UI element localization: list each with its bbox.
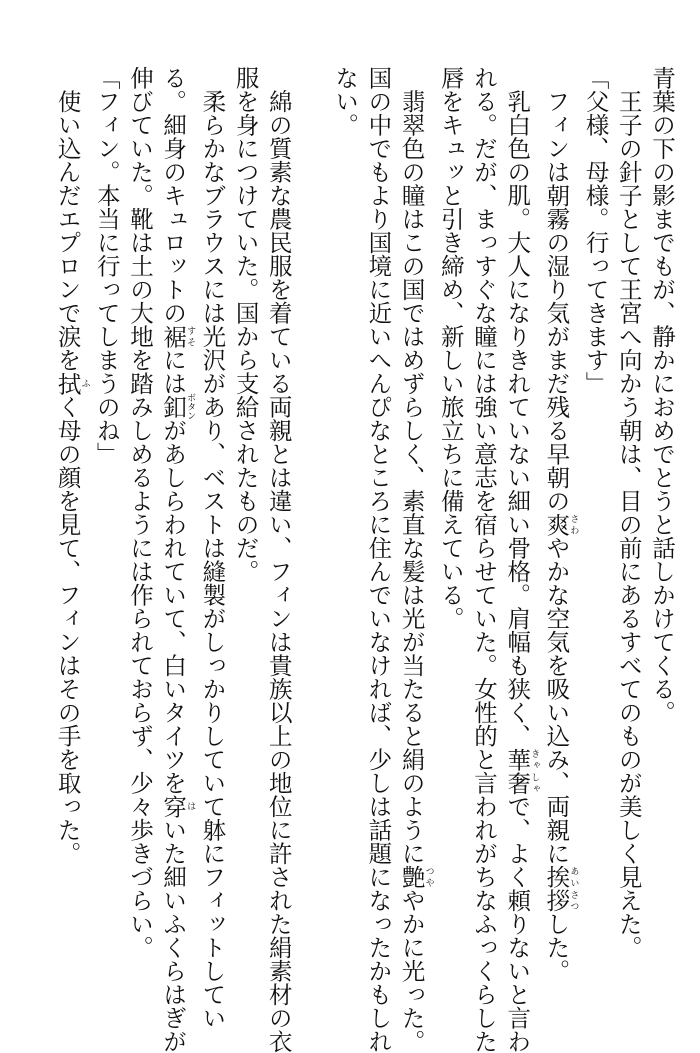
text-line-8	[394, 66, 433, 966]
text-line-14-part-2: には	[159, 348, 187, 395]
text-line-4-part-1: フィンは朝霧の湿り気がまだ残る早朝の	[542, 66, 570, 513]
text-line-4	[539, 66, 578, 966]
text-line-14-part-1: る。細身のキュロットの	[159, 66, 187, 325]
ruby-tsuya: 艶つや	[398, 865, 426, 889]
ruby-aisatsu: 挨拶あいさつ	[542, 865, 570, 912]
ruby-botan: 釦ボタン	[159, 395, 187, 419]
text-line-14-part-4: いた細いふくらはぎが	[159, 818, 187, 1053]
text-line-8-part-2: やかに光った。	[398, 889, 426, 1053]
text-line-17-part-1: 使い込んだエプロンで涙を	[54, 66, 82, 372]
ruby-aisatsu-reading: あいさつ	[568, 865, 578, 912]
text-line-4-part-2: やかな空気を吸い込み、両親に	[542, 536, 570, 865]
text-line-11: 綿の質素な農民服を着ている両親とは違い、フィンは貴族以上の地位に許された絹素材の衣	[262, 66, 295, 966]
text-line-8-part-1: 翡翠色の瞳はこの国ではめずらしく、素直な髪は光が当たると絹のように	[398, 66, 426, 865]
ruby-fu: 拭ふ	[54, 372, 82, 396]
ruby-botan-reading: ボタン	[185, 393, 195, 420]
text-line-14-part-3: があしらわれていて、白いタイツを	[159, 419, 187, 795]
text-line-9: 国の中でもより国境に近いへんぴなところに住んでいなければ、少しは話題になったかもしれ	[361, 66, 394, 966]
blank-line	[295, 66, 328, 966]
ruby-ha-reading: は	[185, 795, 195, 819]
text-line-1: 青葉の下の影までもが、静かにおめでとうと話しかけてくる。	[645, 66, 678, 966]
text-line-4-part-3: した。	[542, 912, 570, 983]
text-line-15: 伸びていた。靴は土の大地を踏みしめるようには作られておらず、少々歩きづらい。	[123, 66, 156, 966]
text-line-5-part-2: で、よく頼りないと言わ	[503, 795, 531, 1053]
ruby-fu-reading: ふ	[80, 372, 90, 396]
ruby-kyasha-reading: きゃしゃ	[529, 748, 539, 795]
text-line-5	[500, 66, 539, 966]
text-line-16: 「フィン。本当に行ってしまうのね」	[90, 66, 123, 966]
text-line-14	[156, 66, 195, 966]
ruby-sawa-reading: さわ	[568, 513, 578, 537]
text-line-12: 服を身につけていた。国から支給されたものだ。	[228, 66, 261, 966]
text-line-6: れる。だが、まっすぐな瞳には強い意志を宿らせていた。女性的と言われがちなふっくらした	[467, 66, 500, 966]
text-line-7: 唇をキュッと引き締め、新しい旅立ちに備えている。	[434, 66, 467, 966]
ruby-ha: 穿は	[159, 795, 187, 819]
ruby-suso: 裾すそ	[159, 325, 187, 349]
text-line-10: ない。	[328, 66, 361, 966]
ruby-tsuya-reading: つや	[424, 865, 434, 889]
text-line-5-part-1: 乳白色の肌。大人になりきれていない細い骨格。肩幅も狭く、	[503, 66, 531, 748]
ruby-sawa: 爽さわ	[542, 513, 570, 537]
ruby-kyasha: 華奢きゃしゃ	[503, 748, 531, 795]
ruby-suso-reading: すそ	[185, 325, 195, 349]
text-line-13: 柔らかなブラウスには光沢があり、ベストは縫製がしっかりしていて躰にフィットしてい	[195, 66, 228, 966]
text-line-17	[50, 66, 89, 966]
text-line-3: 「父様、母様。行ってきます」	[578, 66, 611, 966]
vertical-text-block	[50, 66, 678, 966]
text-line-17-part-2: く母の顔を見て、フィンはその手を取った。	[54, 395, 82, 865]
text-line-2: 王子の針子として王宮へ向かう朝は、目の前にあるすべてのものが美しく見えた。	[612, 66, 645, 966]
